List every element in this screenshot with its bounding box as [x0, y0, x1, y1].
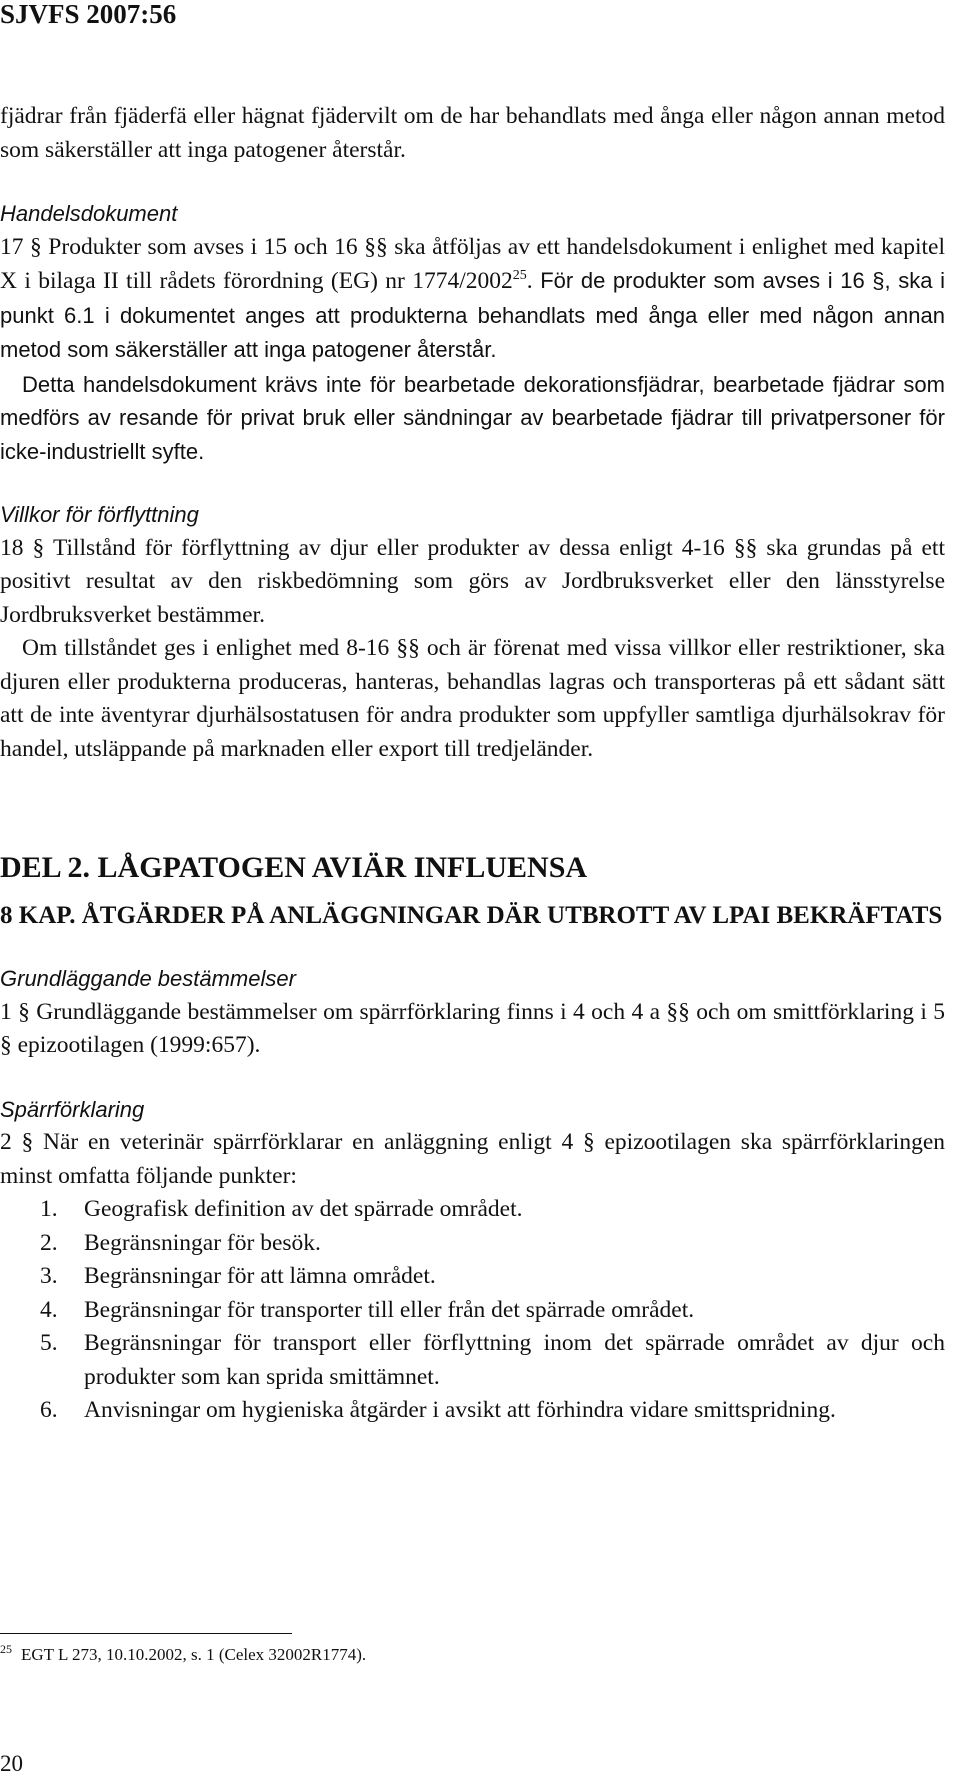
paragraph-18: 18 § Tillstånd för förflyttning av djur eller produkter av dessa enligt 4-16 §§ ska grundas på ett positivt resultat av den riskbedömning som görs av Jordbruksverket eller den länsstyrelse Jordbruksverket bestämmer. [0, 534, 945, 628]
list-item [0, 1260, 945, 1294]
measures-list [0, 1193, 945, 1428]
intro-paragraph: fjädrar från fjäderfä eller hägnat fjädervilt om de har behandlats med ånga eller någon annan metod som säkerställer att inga patogener återstår. [0, 103, 945, 163]
list-item-text: Begränsningar för besök. [84, 1229, 321, 1256]
paragraph-18-conditions: Om tillståndet ges i enlighet med 8-16 §§ och är förenat med vissa villkor eller restriktioner, ska djuren eller produkterna produceras, hanteras, behandlas lagras och transporteras på ett sådant sätt att de inte äventyrar djurhälsostatusen för andra produkter som uppfyller samtliga djurhälsokrav för handel, utsläppande på marknaden eller export till tredjeländer. [0, 635, 945, 762]
chapter-heading: 8 KAP. ÅTGÄRDER PÅ ANLÄGGNINGAR DÄR UTBROTT AV LPAI BEKRÄFTATS [0, 902, 943, 929]
section-heading-sparrforklaring: Spärrförklaring [0, 1096, 145, 1122]
list-item-number: 1. [40, 1196, 58, 1222]
list-item [0, 1327, 945, 1394]
section-heading-grundlaggande: Grundläggande bestämmelser [0, 966, 296, 991]
paragraph-17-text: 17 § Produkter som avses i 15 och 16 §§ ska åtföljas av ett handelsdokument i enlighet med kapitel X i bilaga II till rådets förordning (EG) nr 1774/2002 [0, 233, 945, 294]
list-item-number: 5. [40, 1330, 58, 1356]
footnote-text: EGT L 273, 10.10.2002, s. 1 (Celex 32002R1774). [21, 1645, 367, 1664]
part-heading: DEL 2. LÅGPATOGEN AVIÄR INFLUENSA [0, 851, 588, 884]
document-body [0, 100, 945, 1428]
footnote-reference: 25 [512, 268, 527, 284]
list-item-text: Begränsningar för transport eller förflyttning inom det spärrade området av djur och produkter som kan sprida smittämnet. [84, 1330, 945, 1390]
list-item-text: Begränsningar för att lämna området. [84, 1263, 436, 1289]
list-item [0, 1294, 945, 1328]
section-heading-villkor: Villkor för förflyttning [0, 502, 199, 527]
footnote-divider [0, 1633, 292, 1634]
list-item-number: 2. [40, 1229, 58, 1256]
document-id-header: SJVFS 2007:56 [0, 0, 177, 29]
page-number: 20 [0, 1751, 23, 1776]
list-item-number: 4. [40, 1296, 58, 1323]
paragraph-17 [0, 231, 945, 368]
list-item [0, 1227, 945, 1261]
list-item-text: Geografisk definition av det spärrade området. [84, 1196, 523, 1222]
paragraph-17-period: . [526, 268, 533, 294]
paragraph-17-exemption: Detta handelsdokument krävs inte för bearbetade dekorationsfjädrar, bearbetade fjädrar som medförs av resande för privat bruk eller sändningar av bearbetade fjädrar till privatpersoner för icke-industriellt syfte. [0, 371, 945, 464]
footnote-mark: 25 [0, 1642, 12, 1657]
list-item-text: Anvisningar om hygieniska åtgärder i avsikt att förhindra vidare smittspridning. [84, 1397, 836, 1423]
list-item-number: 6. [40, 1397, 58, 1423]
paragraph-1: 1 § Grundläggande bestämmelser om spärrförklaring finns i 4 och 4 a §§ och om smittförklaring i 5 § epizootilagen (1999:657). [0, 998, 945, 1058]
list-item [0, 1394, 945, 1428]
section-heading-handelsdokument: Handelsdokument [0, 201, 178, 226]
paragraph-17-continuation: För de produkter som avses i 16 §, ska i punkt 6.1 i dokumentet anges att produkterna behandlats med ånga eller med någon annan metod som säkerställer att inga patogener återstår. [0, 268, 945, 362]
list-item-text: Begränsningar för transporter till eller från det spärrade området. [84, 1296, 695, 1323]
footnote [0, 1643, 366, 1667]
paragraph-2: 2 § När en veterinär spärrförklarar en anläggning enligt 4 § epizootilagen ska spärrförklaringen minst omfatta följande punkter: [0, 1129, 945, 1189]
list-item [0, 1193, 945, 1227]
list-item-number: 3. [40, 1263, 58, 1289]
